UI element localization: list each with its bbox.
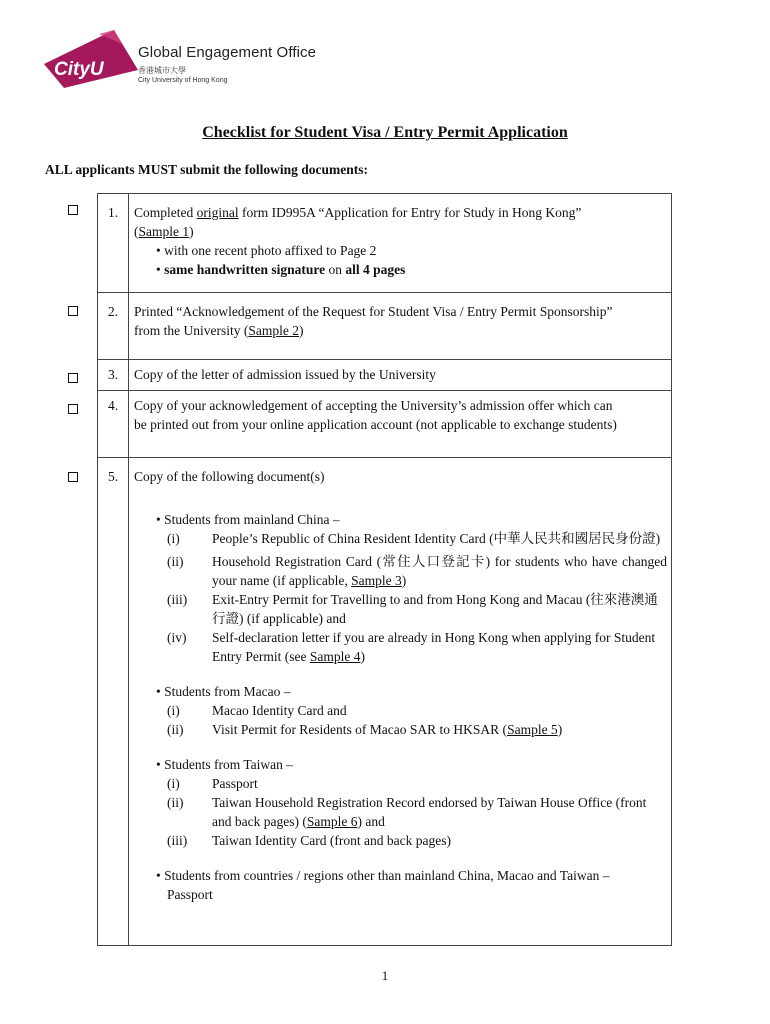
other-countries-group: • Students from countries / regions other than mainland China, Macao and Taiwan – Passport: [156, 868, 610, 902]
sample-3-link[interactable]: Sample 3: [351, 573, 402, 588]
item-number: 5.: [98, 458, 129, 946]
table-row: [98, 194, 672, 293]
checkbox-item-5[interactable]: [68, 472, 78, 482]
item-content: Printed “Acknowledgement of the Request for Student Visa / Entry Permit Sponsorship” from the University (Sample 2): [129, 293, 672, 360]
macao-group: • Students from Macao – (i) Macao Identity Card and (ii) Visit Permit for Residents of Macao SAR to HKSAR (Sample 5): [156, 684, 563, 737]
page-number: 1: [381, 968, 389, 983]
table-row: [98, 360, 672, 391]
item-content: Copy of the letter of admission issued by the University: [129, 360, 672, 391]
university-name-cn: 香港城市大學: [138, 66, 186, 75]
sample-1-link[interactable]: Sample 1: [138, 224, 190, 239]
taiwan-group: • Students from Taiwan – (i) Passport (ii) Taiwan Household Registration Record endorsed by Taiwan House Office (front and back pages) (Sample 6) and (iii) Taiwan Identity Card (front and back pages): [156, 757, 647, 848]
document-title: Checklist for Student Visa / Entry Permit Application: [202, 124, 568, 141]
table-row: [98, 293, 672, 360]
table-row: [98, 458, 672, 946]
table-row: [98, 391, 672, 458]
office-name: Global Engagement Office: [138, 44, 317, 61]
original-underline: original: [196, 205, 239, 220]
subheading: ALL applicants MUST submit the following documents:: [45, 162, 369, 177]
item-number: 1.: [98, 194, 129, 293]
sample-5-link[interactable]: Sample 5: [507, 722, 558, 737]
checkbox-item-2[interactable]: [68, 306, 78, 316]
item-content: Completed original form ID995A “Application for Entry for Study in Hong Kong” (Sample 1) • with one recent photo affixed to Page 2 • same handwritten signature on all 4 pages: [129, 194, 672, 293]
svg-text:CityU: CityU: [54, 59, 104, 80]
checkbox-item-4[interactable]: [68, 404, 78, 414]
checkbox-item-3[interactable]: [68, 373, 78, 383]
list-item: • with one recent photo affixed to Page 2: [156, 243, 377, 258]
sample-2-link[interactable]: Sample 2: [248, 323, 299, 338]
sample-6-link[interactable]: Sample 6: [306, 814, 358, 829]
item-content: Copy of the following document(s) • Students from mainland China – (i) People’s Republic of China Resident Identity Card (中華人民共和國居民身份證) (ii) Household Registration Card (常住人口登記卡) for students who have changed your name (if applicable, Sample 3) (iii) Exit-Entry Permit for Travelling to and from Hong Kong and Macau (往來港澳通行證) (if applicable) and (iv) Self-declaration letter if you are already in Hong Kong when applying for Student Entry Permit (see Sample 4) • Students from Macao – (i) Macao Identity Card and (ii) Visit Permit for Residents of Macao SAR to HKSAR (Sample 5) • Students from Taiwan – (i) Passport (ii) Taiwan Household Registration Record endorsed by Taiwan House Office (front and back pages) (Sample 6) and (iii) Taiwan Identity Card (front and back pages) • Students from countries / regions other than mainland China, Macao and Taiwan – Passport: [129, 458, 672, 946]
list-item: • same handwritten signature on all 4 pages: [156, 262, 406, 277]
checklist-table: [97, 193, 672, 946]
cityu-logo: [44, 30, 138, 88]
university-name-en: City University of Hong Kong: [138, 77, 228, 84]
item-number: 3.: [98, 360, 129, 391]
item-number: 4.: [98, 391, 129, 458]
item-content: Copy of your acknowledgement of accepting the University’s admission offer which can be printed out from your online application account (not applicable to exchange students): [129, 391, 672, 458]
item-number: 2.: [98, 293, 129, 360]
sample-4-link[interactable]: Sample 4: [309, 649, 361, 664]
mainland-china-group: • Students from mainland China – (i) People’s Republic of China Resident Identity Card (中華人民共和國居民身份證) (ii) Household Registration Card (常住人口登記卡) for students who have changed your name (if applicable, Sample 3) (iii) Exit-Entry Permit for Travelling to and from Hong Kong and Macau (往來港澳通行證) (if applicable) and (iv) Self-declaration letter if you are already in Hong Kong when applying for Student Entry Permit (see Sample 4): [156, 512, 667, 664]
office-header: [138, 44, 316, 84]
checkbox-item-1[interactable]: [68, 205, 78, 215]
